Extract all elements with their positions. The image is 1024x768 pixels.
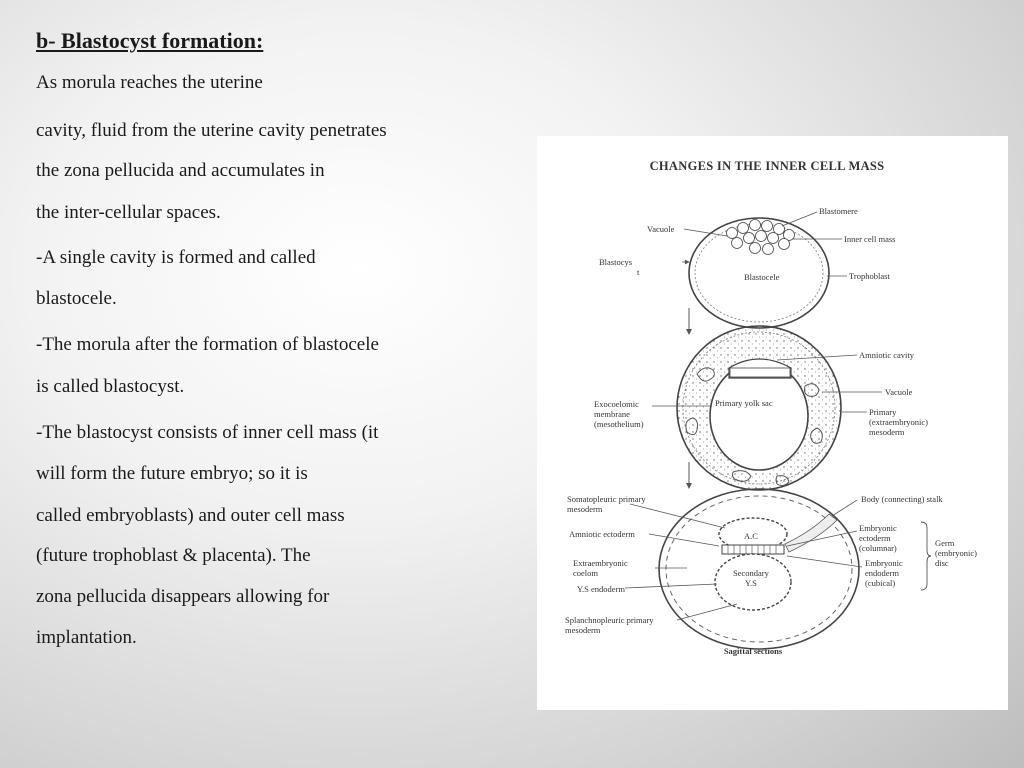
label-sagittal-sections: Sagittal sections (723, 646, 783, 656)
label-blastocyst-cont: t (637, 267, 640, 277)
label-splanchnopleuric-mesoderm: mesoderm (565, 625, 601, 635)
stage-3-secondary-yolk-sac (565, 489, 977, 656)
stage-1-blastocyst (599, 206, 895, 328)
text-line: blastocele. (36, 288, 117, 309)
label-amniotic-cavity: Amniotic cavity (859, 350, 915, 360)
label-exocoelomic-mesothelium: (mesothelium) (594, 419, 644, 429)
label-amniotic-ectoderm: Amniotic ectoderm (569, 529, 635, 539)
label-blastocele: Blastocele (744, 272, 780, 282)
label-inner-cell-mass: Inner cell mass (844, 234, 896, 244)
text-line: cavity, fluid from the uterine cavity penetrates (36, 120, 387, 141)
text-line: implantation. (36, 627, 137, 648)
figure-title: CHANGES IN THE INNER CELL MASS (649, 159, 885, 173)
text-line: the inter-cellular spaces. (36, 202, 221, 223)
label-vacuole: Vacuole (647, 224, 675, 234)
label-ac: A.C (744, 531, 758, 541)
label-secondary-ys: Y.S (745, 578, 757, 588)
text-line: is called blastocyst. (36, 376, 185, 397)
label-splanchnopleuric: Splanchnopleuric primary (565, 615, 654, 625)
text-line: As morula reaches the uterine (36, 72, 263, 93)
label-ys-endoderm: Y.S endoderm (577, 584, 626, 594)
text-line: -A single cavity is formed and called (36, 247, 316, 268)
diagram-svg (537, 136, 1008, 710)
inner-cell-mass-figure (537, 136, 1008, 710)
label-primary-extraembryonic: (extraembryonic) (869, 417, 928, 427)
label-embryonic-ectoderm: Embryonic (859, 523, 897, 533)
connecting-stalk (785, 514, 837, 552)
label-embryonic-endoderm-3: (cubical) (865, 578, 896, 588)
text-line: (future trophoblast & placenta). The (36, 545, 311, 566)
label-exocoelomic: Exocoelomic (594, 399, 639, 409)
label-embryonic-endoderm-2: endoderm (865, 568, 899, 578)
text-line: called embryoblasts) and outer cell mass (36, 505, 345, 526)
label-somatopleuric: Somatopleuric primary (567, 494, 646, 504)
embryonic-disc (722, 545, 784, 554)
label-body-stalk: Body (connecting) stalk (861, 494, 943, 504)
germ-disc-brace (921, 522, 931, 590)
slide-heading: b- Blastocyst formation: (36, 28, 264, 53)
label-germ-embryonic: (embryonic) (935, 548, 978, 558)
label-extraembryonic-coelom: coelom (573, 568, 599, 578)
text-line: zona pellucida disappears allowing for (36, 586, 330, 607)
label-trophoblast: Trophoblast (849, 271, 890, 281)
label-exocoelomic-membrane: membrane (594, 409, 630, 419)
label-blastocyst: Blastocys (599, 257, 633, 267)
label-secondary: Secondary (733, 568, 769, 578)
label-primary-mesoderm: Primary (869, 407, 897, 417)
label-embryonic-ectoderm-3: (columnar) (859, 543, 897, 553)
text-line: will form the future embryo; so it is (36, 463, 308, 484)
label-somatopleuric-mesoderm: mesoderm (567, 504, 603, 514)
stage-2-primary-yolk-sac (594, 326, 928, 490)
label-primary-mesoderm-2: mesoderm (869, 427, 905, 437)
label-embryonic-endoderm: Embryonic (865, 558, 903, 568)
text-line: the zona pellucida and accumulates in (36, 160, 325, 181)
label-primary-yolk-sac: Primary yolk sac (715, 398, 773, 408)
text-line: -The blastocyst consists of inner cell mass (it (36, 422, 379, 443)
label-extraembryonic: Extraembryonic (573, 558, 628, 568)
label-germ: Germ (935, 538, 955, 548)
label-blastomere: Blastomere (819, 206, 858, 216)
label-vacuole-2: Vacuole (885, 387, 913, 397)
text-line: -The morula after the formation of blastocele (36, 334, 379, 355)
label-embryonic-ectoderm-2: ectoderm (859, 533, 891, 543)
label-germ-disc: disc (935, 558, 949, 568)
